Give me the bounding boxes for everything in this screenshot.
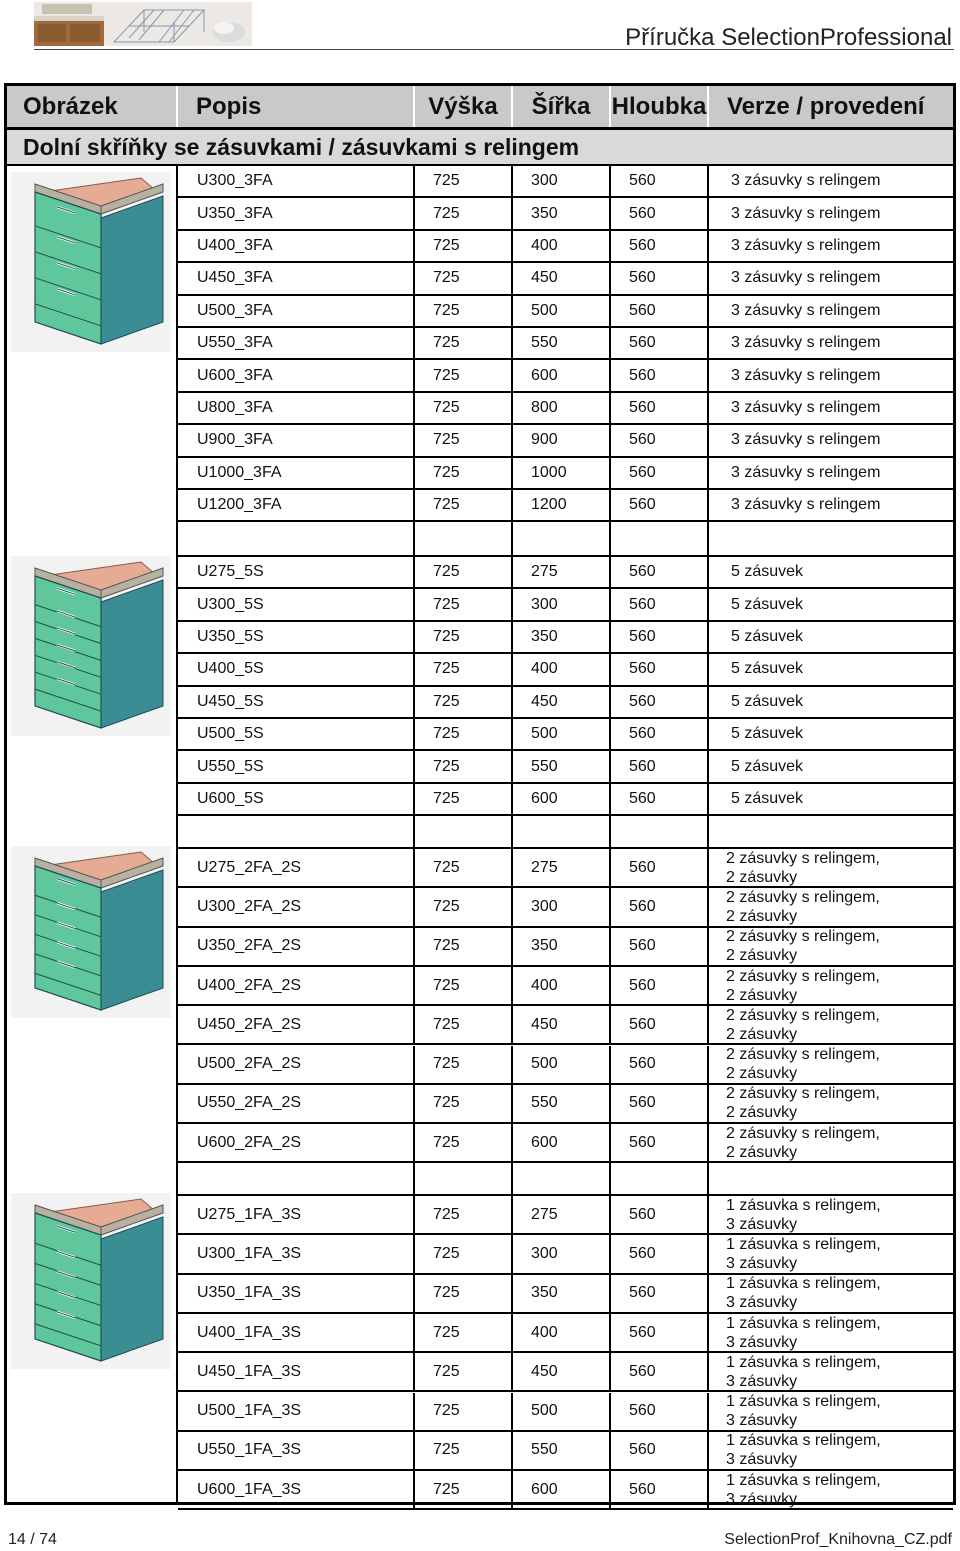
cell-hloubka: 560	[611, 490, 709, 520]
cell-verze: 2 zásuvky s relingem, 2 zásuvky	[726, 967, 880, 1004]
table-row	[178, 1471, 953, 1510]
cell-hloubka: 560	[611, 1006, 709, 1043]
cell-popis: U275_5S	[178, 557, 415, 587]
cell-sirka: 275	[513, 557, 611, 587]
cell-hloubka: 560	[611, 557, 709, 587]
cell-verze: 3 zásuvky s relingem	[731, 431, 881, 449]
cell-sirka: 400	[513, 654, 611, 684]
cell-vyska: 725	[415, 458, 513, 488]
cell-sirka: 800	[513, 393, 611, 423]
cell-popis: U450_1FA_3S	[178, 1353, 415, 1390]
table-row	[178, 1196, 953, 1235]
empty-cell	[611, 1163, 709, 1194]
cell-hloubka: 560	[611, 589, 709, 619]
table-row	[178, 198, 953, 230]
cell-popis: U275_1FA_3S	[178, 1196, 415, 1233]
cell-sirka: 550	[513, 751, 611, 781]
cell-sirka: 500	[513, 296, 611, 326]
cell-hloubka: 560	[611, 1085, 709, 1122]
cell-sirka: 275	[513, 849, 611, 886]
document-title: Příručka SelectionProfessional	[625, 24, 952, 51]
cell-hloubka: 560	[611, 296, 709, 326]
file-name: SelectionProf_Knihovna_CZ.pdf	[724, 1531, 952, 1548]
cell-hloubka: 560	[611, 425, 709, 455]
cell-verze: 2 zásuvky s relingem, 2 zásuvky	[726, 849, 880, 886]
table-row	[178, 1275, 953, 1314]
cell-sirka: 550	[513, 1432, 611, 1469]
table-row	[178, 1124, 953, 1163]
table-row	[178, 687, 953, 719]
cell-hloubka: 560	[611, 393, 709, 423]
cell-popis: U350_2FA_2S	[178, 928, 415, 965]
table-row	[178, 166, 953, 198]
cell-sirka: 600	[513, 784, 611, 814]
cell-verze: 1 zásuvka s relingem, 3 zásuvky	[726, 1314, 881, 1351]
cell-verze: 3 zásuvky s relingem	[731, 301, 881, 319]
cell-sirka: 1200	[513, 490, 611, 520]
cell-vyska: 725	[415, 751, 513, 781]
cell-verze: 3 zásuvky s relingem	[731, 496, 881, 514]
cell-vyska: 725	[415, 490, 513, 520]
cell-popis: U600_3FA	[178, 360, 415, 390]
cell-popis: U300_3FA	[178, 166, 415, 196]
cell-vyska: 725	[415, 393, 513, 423]
cell-sirka: 450	[513, 1353, 611, 1390]
cell-sirka: 900	[513, 425, 611, 455]
section-title: Dolní skříňky se zásuvkami / zásuvkami s relingem	[7, 130, 953, 166]
cell-sirka: 500	[513, 1046, 611, 1083]
table-row	[178, 1432, 953, 1471]
table-row	[178, 1314, 953, 1353]
cell-vyska: 725	[415, 328, 513, 358]
cell-sirka: 550	[513, 1085, 611, 1122]
cell-verze: 3 zásuvky s relingem	[731, 204, 881, 222]
cell-verze: 1 zásuvka s relingem, 3 zásuvky	[726, 1275, 881, 1312]
cell-sirka: 275	[513, 1196, 611, 1233]
cell-verze: 3 zásuvky s relingem	[731, 236, 881, 254]
cell-sirka: 350	[513, 198, 611, 228]
cell-verze: 5 zásuvek	[731, 595, 804, 613]
column-header-popis: Popis	[178, 86, 415, 127]
table-row	[178, 231, 953, 263]
cell-sirka: 400	[513, 1314, 611, 1351]
table-row	[178, 849, 953, 888]
empty-cell	[709, 816, 953, 847]
cell-verze: 2 zásuvky s relingem, 2 zásuvky	[726, 1046, 880, 1083]
cell-verze: 3 zásuvky s relingem	[731, 269, 881, 287]
cell-popis: U550_2FA_2S	[178, 1085, 415, 1122]
cell-verze: 2 zásuvky s relingem, 2 zásuvky	[726, 1085, 880, 1122]
cell-popis: U450_5S	[178, 687, 415, 717]
table-row	[178, 490, 953, 522]
cell-vyska: 725	[415, 166, 513, 196]
kitchen-logo-image	[34, 2, 252, 46]
cell-hloubka: 560	[611, 849, 709, 886]
cell-hloubka: 560	[611, 1393, 709, 1430]
cell-sirka: 350	[513, 1275, 611, 1312]
table-row	[178, 928, 953, 967]
cell-vyska: 725	[415, 296, 513, 326]
cell-sirka: 500	[513, 719, 611, 749]
table-row	[178, 393, 953, 425]
cell-verze: 1 zásuvka s relingem, 3 zásuvky	[726, 1196, 881, 1233]
cell-vyska: 725	[415, 654, 513, 684]
column-header-verze: Verze / provedení	[727, 92, 925, 120]
cell-verze: 5 zásuvek	[731, 563, 804, 581]
cell-verze: 3 zásuvky s relingem	[731, 366, 881, 384]
cell-verze: 1 zásuvka s relingem, 3 zásuvky	[726, 1235, 881, 1272]
cell-popis: U900_3FA	[178, 425, 415, 455]
cell-popis: U350_3FA	[178, 198, 415, 228]
cell-vyska: 725	[415, 784, 513, 814]
cell-hloubka: 560	[611, 888, 709, 925]
cabinet-table	[4, 83, 956, 1508]
cell-sirka: 600	[513, 1124, 611, 1161]
cell-popis: U400_2FA_2S	[178, 967, 415, 1004]
cell-vyska: 725	[415, 849, 513, 886]
cell-vyska: 725	[415, 1006, 513, 1043]
cell-popis: U600_5S	[178, 784, 415, 814]
cell-popis: U275_2FA_2S	[178, 849, 415, 886]
cell-hloubka: 560	[611, 967, 709, 1004]
column-header-hloubka: Hloubka	[611, 86, 709, 127]
cell-popis: U400_5S	[178, 654, 415, 684]
cell-popis: U550_1FA_3S	[178, 1432, 415, 1469]
table-row	[178, 1353, 953, 1392]
table-row	[178, 360, 953, 392]
cabinet-1fa-3s-icon	[11, 1193, 171, 1369]
cell-hloubka: 560	[611, 1471, 709, 1508]
cell-vyska: 725	[415, 1275, 513, 1312]
cell-vyska: 725	[415, 1085, 513, 1122]
cell-popis: U600_1FA_3S	[178, 1471, 415, 1508]
cell-popis: U550_3FA	[178, 328, 415, 358]
cell-verze: 1 zásuvka s relingem, 3 zásuvky	[726, 1393, 881, 1430]
table-row	[178, 1046, 953, 1085]
empty-cell	[709, 522, 953, 555]
table-row	[178, 458, 953, 490]
cell-hloubka: 560	[611, 198, 709, 228]
cell-hloubka: 560	[611, 231, 709, 261]
cell-sirka: 600	[513, 1471, 611, 1508]
table-body	[7, 166, 953, 1508]
cell-popis: U550_5S	[178, 751, 415, 781]
cell-vyska: 725	[415, 198, 513, 228]
cell-popis: U600_2FA_2S	[178, 1124, 415, 1161]
cell-hloubka: 560	[611, 1196, 709, 1233]
cell-popis: U500_5S	[178, 719, 415, 749]
table-row	[178, 719, 953, 751]
cell-popis: U1000_3FA	[178, 458, 415, 488]
table-row	[178, 425, 953, 457]
cell-hloubka: 560	[611, 654, 709, 684]
cell-verze: 3 zásuvky s relingem	[731, 172, 881, 190]
cell-popis: U350_5S	[178, 622, 415, 652]
cell-hloubka: 560	[611, 360, 709, 390]
cell-hloubka: 560	[611, 458, 709, 488]
cell-hloubka: 560	[611, 1046, 709, 1083]
cell-verze: 5 zásuvek	[731, 725, 804, 743]
cell-hloubka: 560	[611, 687, 709, 717]
cell-popis: U350_1FA_3S	[178, 1275, 415, 1312]
cell-vyska: 725	[415, 1393, 513, 1430]
table-row	[178, 296, 953, 328]
cell-vyska: 725	[415, 687, 513, 717]
table-row	[178, 888, 953, 927]
cell-vyska: 725	[415, 967, 513, 1004]
cell-vyska: 725	[415, 1353, 513, 1390]
table-row	[178, 784, 953, 816]
cabinet-2fa-2s-icon	[11, 846, 171, 1018]
column-header-obrazek: Obrázek	[7, 86, 178, 127]
column-header-vyska: Výška	[415, 86, 513, 127]
cell-verze: 5 zásuvek	[731, 692, 804, 710]
cell-vyska: 725	[415, 360, 513, 390]
cell-popis: U300_2FA_2S	[178, 888, 415, 925]
header-divider	[34, 49, 954, 50]
cell-hloubka: 560	[611, 719, 709, 749]
table-row	[178, 654, 953, 686]
table-row	[178, 1006, 953, 1045]
cell-hloubka: 560	[611, 751, 709, 781]
cell-hloubka: 560	[611, 1124, 709, 1161]
cell-popis: U400_1FA_3S	[178, 1314, 415, 1351]
cell-verze: 1 zásuvka s relingem, 3 zásuvky	[726, 1432, 881, 1469]
cell-verze: 2 zásuvky s relingem, 2 zásuvky	[726, 1124, 880, 1161]
table-row	[178, 557, 953, 589]
table-spacer-row	[178, 816, 953, 849]
empty-cell	[415, 522, 513, 555]
cell-hloubka: 560	[611, 1432, 709, 1469]
empty-cell	[178, 522, 415, 555]
cell-popis: U300_1FA_3S	[178, 1235, 415, 1272]
cell-popis: U500_1FA_3S	[178, 1393, 415, 1430]
image-column	[7, 166, 178, 1502]
cabinet-5-drawer-icon	[11, 556, 171, 736]
cell-vyska: 725	[415, 888, 513, 925]
cell-sirka: 350	[513, 928, 611, 965]
cell-vyska: 725	[415, 1196, 513, 1233]
cell-sirka: 550	[513, 328, 611, 358]
cell-vyska: 725	[415, 425, 513, 455]
cell-popis: U450_3FA	[178, 263, 415, 293]
cell-popis: U400_3FA	[178, 231, 415, 261]
empty-cell	[513, 816, 611, 847]
empty-cell	[709, 1163, 953, 1194]
cell-vyska: 725	[415, 1432, 513, 1469]
empty-cell	[611, 816, 709, 847]
table-spacer-row	[178, 522, 953, 557]
cell-hloubka: 560	[611, 1314, 709, 1351]
table-row	[178, 1085, 953, 1124]
cell-sirka: 300	[513, 1235, 611, 1272]
table-header	[7, 86, 953, 130]
empty-cell	[513, 522, 611, 555]
page-number: 14 / 74	[8, 1531, 57, 1548]
empty-cell	[611, 522, 709, 555]
column-header-sirka: Šířka	[513, 86, 611, 127]
cell-verze: 2 zásuvky s relingem, 2 zásuvky	[726, 1006, 880, 1043]
cell-sirka: 400	[513, 967, 611, 1004]
cell-verze: 5 zásuvek	[731, 627, 804, 645]
cell-sirka: 400	[513, 231, 611, 261]
cell-vyska: 725	[415, 928, 513, 965]
table-row	[178, 263, 953, 295]
cell-vyska: 725	[415, 557, 513, 587]
table-row	[178, 622, 953, 654]
cell-vyska: 725	[415, 263, 513, 293]
cell-verze: 3 zásuvky s relingem	[731, 334, 881, 352]
cell-popis: U300_5S	[178, 589, 415, 619]
table-spacer-row	[178, 1163, 953, 1196]
cell-sirka: 300	[513, 888, 611, 925]
cell-vyska: 725	[415, 1471, 513, 1508]
cell-verze: 5 zásuvek	[731, 757, 804, 775]
cell-verze: 1 zásuvka s relingem, 3 zásuvky	[726, 1471, 881, 1508]
table-row	[178, 1393, 953, 1432]
cell-vyska: 725	[415, 1046, 513, 1083]
cell-sirka: 450	[513, 687, 611, 717]
cell-sirka: 300	[513, 166, 611, 196]
cell-popis: U500_2FA_2S	[178, 1046, 415, 1083]
cell-verze: 2 zásuvky s relingem, 2 zásuvky	[726, 888, 880, 925]
cell-hloubka: 560	[611, 1235, 709, 1272]
table-row	[178, 751, 953, 783]
cell-vyska: 725	[415, 1314, 513, 1351]
table-row	[178, 589, 953, 621]
cell-hloubka: 560	[611, 784, 709, 814]
cell-sirka: 600	[513, 360, 611, 390]
cell-hloubka: 560	[611, 263, 709, 293]
cell-hloubka: 560	[611, 328, 709, 358]
cell-verze: 2 zásuvky s relingem, 2 zásuvky	[726, 928, 880, 965]
cell-verze: 3 zásuvky s relingem	[731, 463, 881, 481]
empty-cell	[415, 1163, 513, 1194]
cell-popis: U800_3FA	[178, 393, 415, 423]
cell-vyska: 725	[415, 231, 513, 261]
cell-vyska: 725	[415, 1124, 513, 1161]
cell-vyska: 725	[415, 622, 513, 652]
cell-vyska: 725	[415, 719, 513, 749]
table-row	[178, 1235, 953, 1274]
cell-hloubka: 560	[611, 1275, 709, 1312]
cell-sirka: 300	[513, 589, 611, 619]
empty-cell	[178, 816, 415, 847]
cell-sirka: 350	[513, 622, 611, 652]
table-row	[178, 967, 953, 1006]
cell-verze: 3 zásuvky s relingem	[731, 398, 881, 416]
cell-popis: U500_3FA	[178, 296, 415, 326]
cell-sirka: 1000	[513, 458, 611, 488]
cell-hloubka: 560	[611, 1353, 709, 1390]
cell-vyska: 725	[415, 1235, 513, 1272]
cell-sirka: 500	[513, 1393, 611, 1430]
table-rows	[178, 166, 953, 1508]
cell-verze: 5 zásuvek	[731, 789, 804, 807]
cell-verze: 5 zásuvek	[731, 660, 804, 678]
cell-popis: U1200_3FA	[178, 490, 415, 520]
cell-hloubka: 560	[611, 166, 709, 196]
cell-verze: 1 zásuvka s relingem, 3 zásuvky	[726, 1353, 881, 1390]
cell-hloubka: 560	[611, 622, 709, 652]
cell-sirka: 450	[513, 263, 611, 293]
cabinet-3-drawer-icon	[11, 172, 171, 352]
empty-cell	[415, 816, 513, 847]
cell-popis: U450_2FA_2S	[178, 1006, 415, 1043]
empty-cell	[178, 1163, 415, 1194]
cell-hloubka: 560	[611, 928, 709, 965]
empty-cell	[513, 1163, 611, 1194]
cell-vyska: 725	[415, 589, 513, 619]
table-row	[178, 328, 953, 360]
cell-sirka: 450	[513, 1006, 611, 1043]
